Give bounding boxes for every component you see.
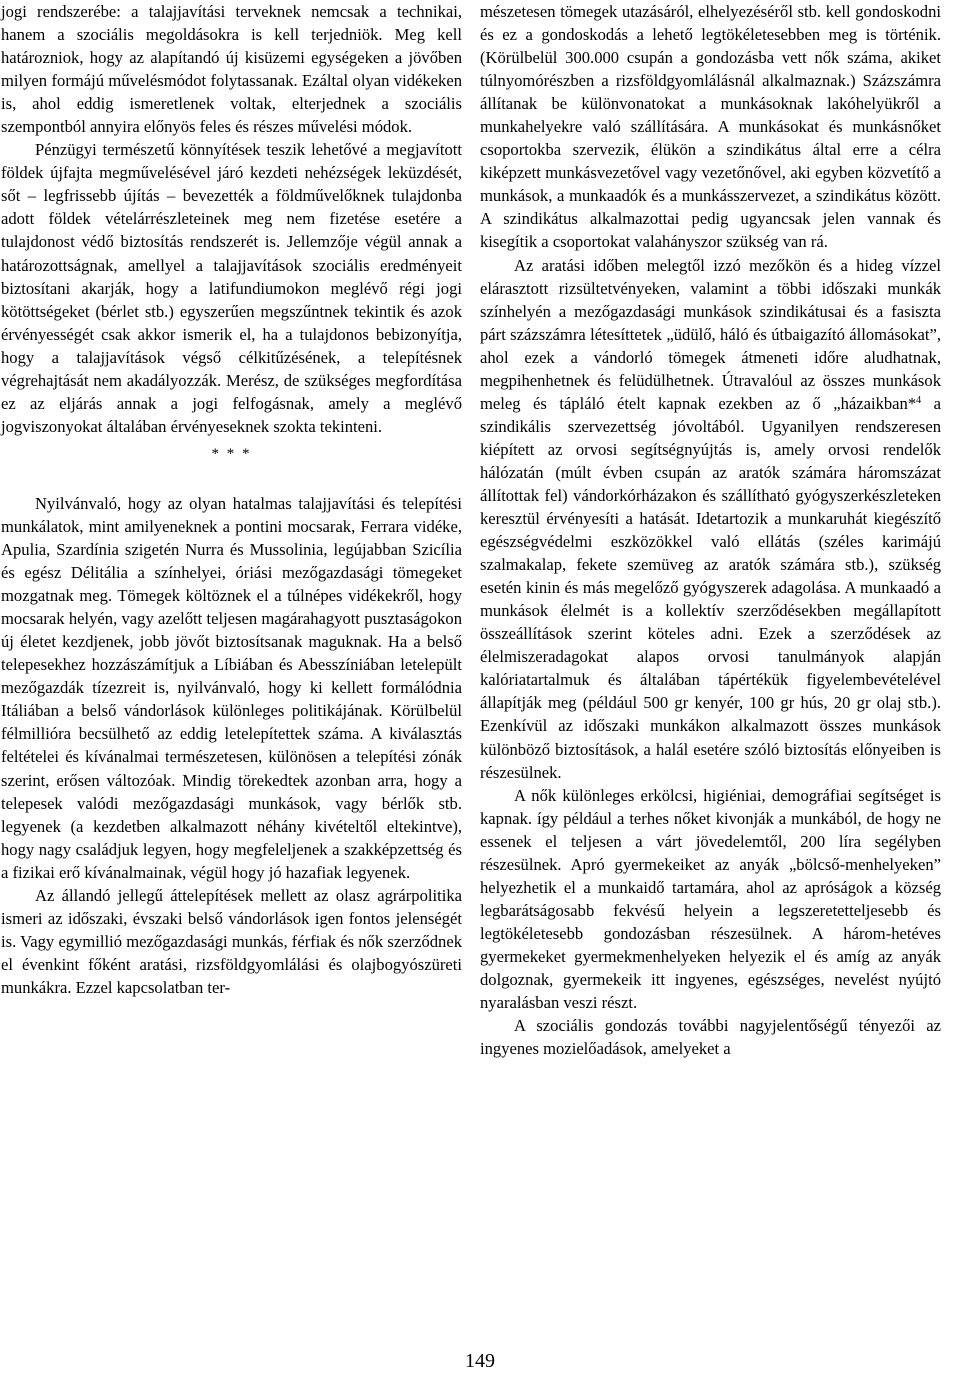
right-column <box>480 0 941 1060</box>
paragraph-text: a szindikális szervezettség jóvoltából. Ugyanilyen rendszeresen kiépített az orvosi segítségnyújtás is, amely orvosi rendelők hálózatán (múlt évben csupán az aratók számára háromszázat állítottak fel) vándorkórházakon és szállítható gyógyszerkészleteken keresztül érvényesíti a hatását. Idetartozik a munkaruhát kiegészítő egészségvédelmi eszközökkel való ellátás (széles karimájú szalmakalap, fekete szemüveg az aratók számára stb.), szükség esetén kinin és más megelőző gyógyszerek adagolása. A munkaadó a munkások élelmét is a kollektív szerződésekben megállapított összeállítások szerint köteles adni. Ezek a szerződések az élelmiszeradagokat alapos orvosi tanulmányok alapján kalóriatartalmuk és általában tápértékük figyelembevételével állapítják meg (például 500 gr kenyér, 100 gr hús, 20 gr olaj stb.). Ezenkívül az időszaki munkákon alkalmazott összes munkások különböző biztosítások, a halál esetére szóló biztosítás előnyeiben is részesülnek. <box>480 393 941 782</box>
paragraph-text: Az aratási időben melegtől izzó mezőkön és a hideg vízzel elárasztott rizsültetvényeken, valamint a többi időszaki munkák színhelyén a mezőgazdasági munkások szindikátusai és a fasiszta párt százszámra létesíttetek „üdülő, háló és útbaigazító állomásokat”, ahol ezek a vándorló tömegek átmeneti időre aludhatnak, megpihenhetnek és felüdülhetnek. Útravalóul az összes munkások meleg és tápláló ételt kapnak ezekben az ő „házaikban* <box>480 255 941 413</box>
paragraph <box>480 254 941 784</box>
left-column <box>1 0 462 999</box>
paragraph: Pénzügyi természetű könnyítések teszik lehetővé a megjavított földek újfajta megművelésével járó kezdeti nehézségek leküzdését, sőt – legfrissebb újítás – bevezették a földművelőknek tulajdonba adott földek vételárrészleteinek meg nem fizetése esetére a tulajdonost védő biztosítás rendszerét is. Jellemzője végül annak a határozottságnak, amellyel a talajjavítások szociális eredményeit biztosítani akarják, hogy a latifundiumokon meglévő régi jogi kötöttségeket (bérlet stb.) egyszerűen megszűntnek tekintik és azok érvényességét csak akkor ismerik el, ha a tulajdonos bebizonyítja, hogy a talajjavítások végső célkitűzésének, a telepítésnek végrehajtását nem akadályozzák. Merész, de szükséges megfordítása ez az eljárás annak a jogi felfogásnak, amely a meglévő jogviszonyokat általában érvényeseknek szokta tekinteni. <box>1 140 462 436</box>
paragraph: jogi rendszerébe: a talajjavítási terveknek nemcsak a technikai, hanem a szociális megoldásokra is kell terjedniök. Meg kell határozniok, hogy az alapítandó új kisüzemi egységeken a jövőben milyen formájú művelésmódot folytassanak. Ezáltal olyan vidékeken is, ahol eddig ismeretlenek voltak, elterjednek a szociális szempontból annyira előnyös feles és részes művelési módok. <box>1 2 462 137</box>
paragraph: A nők különleges erkölcsi, higiéniai, demográfiai segítséget is kapnak. így például a terhes nőket kivonják a munkából, de hogy ne essenek el teljesen a várt jövedelemtől, 200 líra segélyben részesülnek. Apró gyermekeiket az anyák „bölcső-menhelyeken” helyezhetik el a munkaidő tartamára, ahol az apróságok a község legbarátságosabb fekvésű helyein a legszeretetteljesebb és legtökéletesebb gondozásban részesülnek. A három-hetéves gyermekeket gyermekmenhelyeken helyezik el és amíg az anyák dolgoznak, gyermekeik itt ingyenes, egészséges, nevelést nyújtó nyaralásban veszi részt. <box>480 785 941 1013</box>
paragraph: Nyilvánvaló, hogy az olyan hatalmas talajjavítási és telepítési munkálatok, mint amilyeneknek a pontini mocsarak, Ferrara vidéke, Apulia, Szardínia szigetén Nurra és Mussolinia, legújabban Szicília és egész Délitália a színhelyei, óriási mezőgazdasági tömegeket mozgatnak meg. Tömegek költöznek el a túlnépes vidékekről, hogy mocsarak helyén, vagy azelőtt teljesen magárahagyott pusztaságokon új életet kezdjenek, jobb jövőt biztosítsanak maguknak. Ha a belső telepesekhez hozzászámítjuk a Líbiában és Abesszíniában letelepült mezőgazdák tízezreit is, nyilvánvaló, hogy ki kellett formálódnia Itáliában a belső vándorlások különleges politikájának. Körülbelül félmillióra becsülhető az eddig letelepítettek száma. A kiválasztás feltételei és kívánalmai természetesen, különösen a telepítési zónák szerint, erősen változóak. Mindig törekedtek azonban arra, hogy a telepesek valódi mezőgazdasági munkások, vagy bérlők stb. legyenek (a kezdetben alkalmazott néhány kivételtől eltekintve), hogy nagy családjuk legyen, hogy megfeleljenek a szakképzettség és a fizikai erő kívánalmainak, végül hogy jó hazafiak legyenek. <box>1 493 462 882</box>
paragraph: Az állandó jellegű áttelepítések mellett az olasz agrárpolitika ismeri az időszaki, évszaki belső vándorlások igen fontos jelenségét is. Vagy egymillió mezőgazdasági munkás, férfiak és nők szerződnek el évenkint főként aratási, rizsföldgyomlálási és olajbogyószüreti munkákra. Ezzel kapcsolatban ter- <box>1 885 462 997</box>
page-number: 149 <box>465 1350 495 1372</box>
section-separator: * * * <box>211 445 252 462</box>
paragraph: A szociális gondozás további nagyjelentőségű tényezői az ingyenes mozielőadások, amelyeket a <box>480 1016 941 1059</box>
paragraph: mészetesen tömegek utazásáról, elhelyezéséről stb. kell gondoskodni és ez a gondoskodás a lehető legtökéletesebben meg is történik. (Körülbelül 300.000 csupán a gondozásba vett nők száma, akiket túlnyomórészben a rizsföldgyomlálásnál alkalmaznak.) Százszámra állítanak be különvonatokat a munkásoknak lakóhelyükről a munkahelyekre való szállítására. A munkásokat és munkásnőket csoportokba szervezik, élükön a szindikátus által erre a célra kiképzett munkásvezetővel vagy vezetőnővel, aki egyben közvetítő a munkások, a munkaadók és a munkásszervezet, a szindikátus között. A szindikátus alkalmazottai pedig ugyancsak jelen vannak és kisegítik a csoportokat valahányszor szükség van rá. <box>480 2 941 252</box>
footnote-marker: 4 <box>916 394 922 406</box>
